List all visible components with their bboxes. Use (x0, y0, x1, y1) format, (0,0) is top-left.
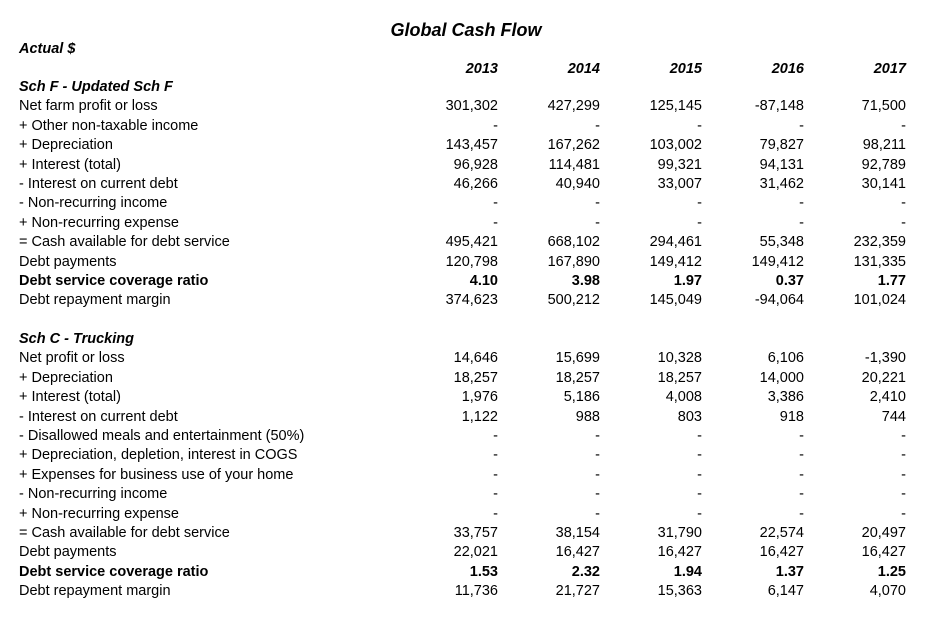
row-value: - (493, 447, 498, 464)
row-value: - (493, 486, 498, 503)
row-value: 374,623 (445, 292, 498, 309)
row-value: 2.32 (571, 563, 600, 580)
row-value: - (799, 428, 804, 444)
row-value: 40,940 (555, 176, 600, 192)
row-value: 15,699 (555, 350, 600, 367)
row-value: - (799, 466, 804, 483)
row-value: 79,827 (759, 137, 804, 154)
page-title: Global Cash Flow (390, 20, 542, 40)
row-value: - (493, 117, 498, 134)
row-value: 103,002 (649, 137, 702, 154)
row-value: 3.98 (571, 273, 600, 289)
row-value: 16,427 (657, 544, 702, 561)
row-value: 22,021 (453, 544, 498, 561)
row-value: - (901, 466, 906, 483)
row-value: 803 (677, 408, 702, 425)
row-value: 22,574 (759, 525, 804, 541)
section-heading: Sch C - Trucking (19, 331, 134, 347)
row-value: - (493, 195, 498, 212)
row-value: 2,410 (869, 389, 906, 406)
row-value: - (697, 486, 702, 503)
row-value: 71,500 (861, 98, 906, 115)
row-label: + Other non-taxable income (19, 117, 199, 134)
row-value: - (595, 117, 600, 134)
row-value: - (901, 195, 906, 212)
row-value: -87,148 (754, 98, 804, 115)
row-value: - (799, 195, 804, 212)
row-value: 1.77 (877, 273, 906, 289)
row-value: - (697, 466, 702, 483)
row-value: 114,481 (548, 156, 600, 173)
row-label: Debt service coverage ratio (19, 273, 209, 289)
row-label: - Interest on current debt (19, 176, 178, 192)
row-value: 98,211 (862, 137, 906, 154)
row-value: - (901, 214, 906, 231)
row-value: - (493, 428, 498, 444)
row-value: - (901, 117, 906, 134)
row-value: 500,212 (547, 292, 600, 309)
row-value: - (595, 466, 600, 483)
row-value: -1,390 (864, 350, 906, 367)
row-value: 167,890 (547, 253, 600, 270)
row-value: 4,070 (869, 583, 906, 600)
row-value: 149,412 (751, 253, 804, 270)
year-header-2013: 2013 (465, 61, 498, 77)
row-value: 1,976 (461, 389, 498, 406)
row-value: 125,145 (649, 98, 702, 115)
row-value: 18,257 (555, 369, 600, 386)
row-value: 99,321 (657, 156, 702, 173)
section-heading: Sch F - Updated Sch F (19, 79, 173, 95)
row-value: 131,335 (853, 253, 906, 270)
row-label: Debt payments (19, 253, 117, 270)
row-value: 46,266 (453, 176, 498, 192)
row-value: 96,928 (453, 156, 498, 173)
row-value: - (901, 447, 906, 464)
row-value: 18,257 (453, 369, 498, 386)
row-value: 120,798 (445, 253, 498, 270)
row-value: - (697, 505, 702, 522)
row-value: - (697, 117, 702, 134)
row-value: -94,064 (754, 292, 804, 309)
row-value: - (493, 466, 498, 483)
row-value: 427,299 (547, 98, 600, 115)
row-value: 1.97 (673, 273, 702, 289)
row-label: + Non-recurring expense (19, 505, 179, 522)
row-value: 4,008 (665, 389, 702, 406)
row-value: 20,497 (861, 525, 906, 541)
row-value: 38,154 (555, 525, 600, 541)
row-label: - Non-recurring income (19, 486, 168, 503)
row-value: 94,131 (759, 156, 804, 173)
row-value: 14,646 (453, 350, 498, 367)
row-value: 145,049 (649, 292, 702, 309)
row-value: 1,122 (461, 408, 498, 425)
row-value: - (595, 486, 600, 503)
row-value: 0.37 (775, 273, 804, 289)
row-label: + Interest (total) (19, 389, 121, 406)
row-label: - Disallowed meals and entertainment (50%) (19, 428, 305, 444)
row-label: Debt service coverage ratio (19, 563, 209, 580)
row-value: 1.25 (877, 563, 906, 580)
year-header-2017: 2017 (873, 61, 906, 77)
row-value: - (493, 214, 498, 231)
row-value: 33,007 (657, 176, 702, 192)
row-value: 918 (779, 408, 804, 425)
row-value: - (493, 505, 498, 522)
row-label: Debt repayment margin (19, 292, 171, 309)
row-value: 668,102 (547, 234, 600, 251)
row-label: Debt payments (19, 544, 117, 561)
row-value: - (697, 447, 702, 464)
row-value: 16,427 (861, 544, 906, 561)
row-value: - (697, 428, 702, 444)
units-label: Actual $ (19, 41, 76, 57)
row-value: 10,328 (657, 350, 702, 367)
row-value: 4.10 (469, 273, 498, 289)
row-value: 6,147 (767, 583, 804, 600)
row-value: 55,348 (759, 234, 804, 251)
row-label: Net profit or loss (19, 350, 125, 367)
row-value: 5,186 (563, 389, 600, 406)
row-value: - (799, 505, 804, 522)
row-label: + Non-recurring expense (19, 214, 179, 231)
row-value: 988 (575, 408, 600, 425)
year-header-2015: 2015 (669, 61, 702, 77)
row-value: - (595, 214, 600, 231)
row-value: - (595, 447, 600, 464)
row-label: + Depreciation, depletion, interest in COGS (19, 447, 298, 464)
row-value: - (595, 505, 600, 522)
row-value: 14,000 (759, 369, 804, 386)
row-label: - Non-recurring income (19, 195, 168, 212)
row-value: - (697, 214, 702, 231)
row-value: 294,461 (649, 234, 702, 251)
row-value: 1.37 (775, 563, 804, 580)
row-value: - (799, 447, 804, 464)
row-value: 143,457 (445, 137, 498, 154)
row-value: 101,024 (853, 292, 906, 309)
row-value: 149,412 (649, 253, 702, 270)
row-value: 1.94 (673, 563, 702, 580)
row-value: - (901, 505, 906, 522)
row-value: 6,106 (767, 350, 804, 367)
row-value: 92,789 (861, 156, 906, 173)
row-label: - Interest on current debt (19, 408, 178, 425)
row-value: 16,427 (759, 544, 804, 561)
row-value: 31,790 (657, 525, 702, 541)
row-value: 3,386 (767, 389, 804, 406)
row-value: 30,141 (861, 176, 906, 192)
row-value: 232,359 (853, 234, 906, 251)
row-value: 33,757 (453, 525, 498, 541)
row-value: - (697, 195, 702, 212)
row-label: Net farm profit or loss (19, 98, 158, 115)
row-value: 167,262 (547, 137, 600, 154)
row-value: 20,221 (861, 369, 906, 386)
row-label: + Interest (total) (19, 156, 121, 173)
row-value: 301,302 (445, 98, 498, 115)
row-value: - (799, 214, 804, 231)
row-label: + Expenses for business use of your home (19, 466, 294, 483)
row-value: 744 (881, 408, 906, 425)
year-header-2016: 2016 (771, 61, 804, 77)
row-value: 11,736 (454, 583, 498, 600)
row-label: = Cash available for debt service (19, 525, 230, 541)
row-label: = Cash available for debt service (19, 234, 230, 251)
row-value: - (799, 486, 804, 503)
row-value: - (901, 428, 906, 444)
row-label: + Depreciation (19, 369, 113, 386)
row-value: - (595, 428, 600, 444)
year-header-2014: 2014 (567, 61, 600, 77)
row-value: - (595, 195, 600, 212)
row-label: + Depreciation (19, 137, 113, 154)
row-label: Debt repayment margin (19, 583, 171, 600)
row-value: - (901, 486, 906, 503)
row-value: 18,257 (657, 369, 702, 386)
row-value: 21,727 (555, 583, 600, 600)
row-value: - (799, 117, 804, 134)
row-value: 1.53 (469, 563, 498, 580)
row-value: 16,427 (555, 544, 600, 561)
row-value: 495,421 (445, 234, 498, 251)
row-value: 31,462 (759, 176, 804, 192)
row-value: 15,363 (657, 583, 702, 600)
